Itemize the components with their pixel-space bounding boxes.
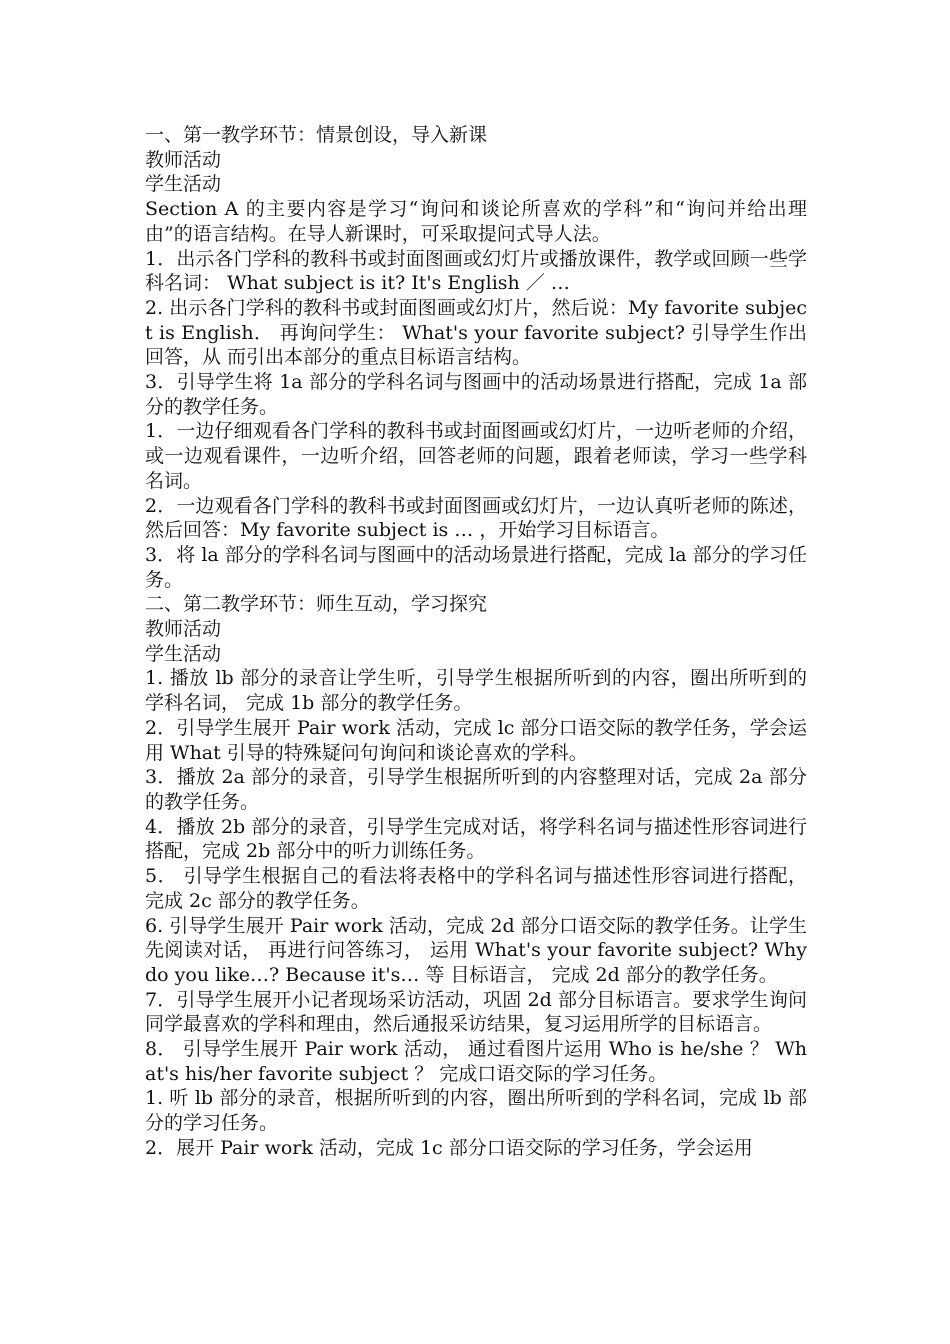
- document-body: [145, 123, 807, 1161]
- column-label-teacher: 教师活动: [145, 618, 222, 641]
- section-heading-1: 一、第一教学环节：情景创设，导入新课: [145, 124, 488, 146]
- teacher-step-4: 4．播放 2b 部分的录音，引导学生完成对话，将学科名词与描述性形容词进行搭配，完成 2b 部分中的听力训练任务。: [145, 815, 807, 863]
- teacher-step-1: 1. 播放 lb 部分的录音让学生听，引导学生根据所听到的内容，圈出所听到的学科名词， 完成 1b 部分的教学任务。: [145, 667, 807, 715]
- teacher-step-1: 1．出示各门学科的教科书或封面图画或幻灯片或播放课件，教学或回顾一些学科名词： What subject is it? It's English ／ …: [145, 247, 807, 295]
- teacher-step-6: 6. 引导学生展开 Pair work 活动，完成 2d 部分口语交际的教学任务。让学生先阅读对话， 再进行问答练习， 运用 What's your favorite subject? Why do you like…? Because it's… 等 目标语言， 完成 2d 部分的教学任务。: [145, 914, 807, 986]
- teacher-step-8: 8． 引导学生展开 Pair work 活动， 通过看图片运用 Who is he/she ？ What's his/her favorite subject ？ 完成口语交际的学习任务。: [145, 1038, 807, 1085]
- student-step-2: 2．展开 Pair work 活动，完成 1c 部分口语交际的学习任务，学会运用: [145, 1136, 753, 1159]
- student-step-1: 1．一边仔细观看各门学科的教科书或封面图画或幻灯片，一边听老师的介绍，或一边观看课件，一边听介绍，回答老师的问题，跟着老师读，学习一些学科名词。: [145, 420, 807, 492]
- intro-paragraph: Section A 的主要内容是学习“询问和谈论所喜欢的学科”和“询问并给出理由”的语言结构。在导人新课时，可采取提问式导人法。: [145, 198, 807, 245]
- teacher-step-2: 2．引导学生展开 Pair work 活动，完成 lc 部分口语交际的教学任务，学会运用 What 引导的特殊疑问句询问和谈论喜欢的学科。: [145, 716, 807, 764]
- column-label-student: 学生活动: [145, 173, 222, 196]
- teacher-step-7: 7．引导学生展开小记者现场采访活动，巩固 2d 部分目标语言。要求学生询问同学最喜欢的学科和理由，然后通报采访结果，复习运用所学的目标语言。: [145, 988, 807, 1036]
- student-step-1: 1. 听 lb 部分的录音，根据所听到的内容，圈出所听到的学科名词，完成 lb 部分的学习任务。: [145, 1087, 807, 1135]
- teacher-step-2: 2. 出示各门学科的教科书或封面图画或幻灯片，然后说：My favorite subject is English． 再询问学生： What's your favorite subject? 引导学生作出回答，从 而引出本部分的重点目标语言结构。: [145, 296, 807, 369]
- teacher-step-3: 3．引导学生将 1a 部分的学科名词与图画中的活动场景进行搭配，完成 1a 部分的教学任务。: [145, 371, 807, 418]
- student-step-2: 2．一边观看各门学科的教科书或封面图画或幻灯片，一边认真听老师的陈述，然后回答：My favorite subject is … ，开始学习目标语言。: [145, 494, 807, 542]
- section-heading-2: 二、第二教学环节：师生互动，学习探究: [145, 593, 488, 616]
- teacher-step-3: 3．播放 2a 部分的录音，引导学生根据所听到的内容整理对话，完成 2a 部分的教学任务。: [145, 766, 807, 813]
- student-step-3: 3．将 la 部分的学科名词与图画中的活动场景进行搭配，完成 la 部分的学习任务。: [145, 543, 807, 591]
- column-label-teacher: 教师活动: [145, 148, 222, 171]
- column-label-student: 学生活动: [145, 642, 222, 665]
- teacher-step-5: 5． 引导学生根据自己的看法将表格中的学科名词与描述性形容词进行搭配，完成 2c 部分的教学任务。: [145, 865, 807, 912]
